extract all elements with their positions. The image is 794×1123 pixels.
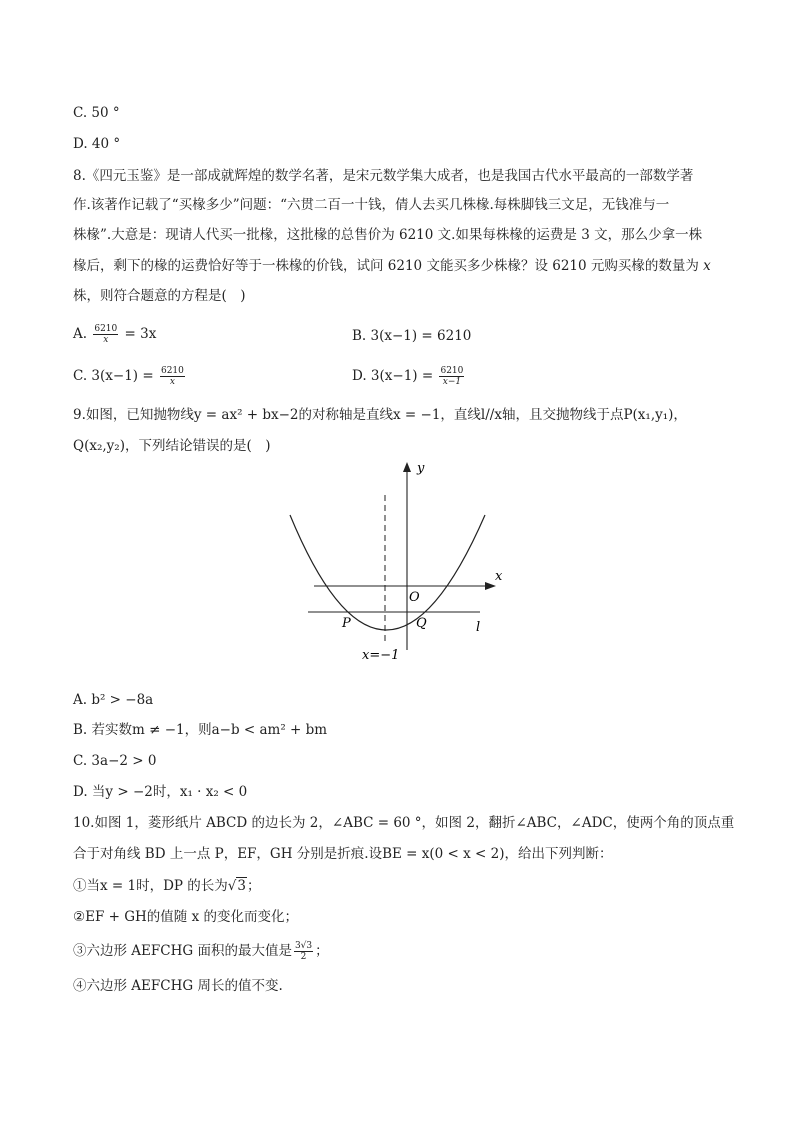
y-axis-label: y <box>417 461 425 476</box>
fraction-denominator: x−1 <box>442 377 462 387</box>
fraction-numerator: 6210 <box>160 366 184 376</box>
q10-judgment-1 <box>73 876 261 896</box>
q9-option-d: D. 当y > −2时，x₁ · x₂ < 0 <box>73 784 248 800</box>
q8-stem-line-4-text: 椽后，剩下的椽的运费恰好等于一株椽的价钱，试问 6210 文能买多少株椽？设 6210 元购买椽的数量为 <box>73 258 704 274</box>
point-p-label: P <box>342 616 351 631</box>
q8-option-c-fraction <box>160 366 185 387</box>
q8-option-b: B. 3(x−1) = 6210 <box>352 328 472 344</box>
q10-judgment-3 <box>73 941 329 962</box>
q8-option-a-label: A. <box>73 326 88 342</box>
fraction-numerator: 6210 <box>94 324 118 334</box>
q9-option-b: B. 若实数m ≠ −1，则a−b < am² + bm <box>73 722 328 738</box>
q10-stem-line-2: 合于对角线 BD 上一点 P，EF，GH 分别是折痕.设BE = x(0 < x < 2)，给出下列判断： <box>73 846 613 862</box>
y-axis-arrow <box>403 462 411 472</box>
q8-option-d-fraction <box>439 366 464 387</box>
fraction-denominator: x <box>103 335 109 345</box>
q8-option-c-lhs: C. 3(x−1) = <box>73 368 158 384</box>
q10-judgment-2: ②EF + GH的值随 x 的变化而变化； <box>73 909 298 925</box>
q8-stem-line-2: 作.该著作记载了“买椽多少”问题：“六贯二百一十钱，倩人去买几株椽.每株脚钱三文足，无钱准与一 <box>73 197 670 213</box>
q8-stem-line-5: 株，则符合题意的方程是( ) <box>73 288 246 304</box>
q7-option-d: D. 40 ° <box>73 136 121 152</box>
q10-judgment-1-text: ①当x = 1时，DP 的长为 <box>73 878 228 894</box>
x-axis-label: x <box>495 569 503 584</box>
fraction-numerator: 6210 <box>440 366 464 376</box>
q10-judgment-1-end: ； <box>247 878 261 894</box>
parabola-curve <box>290 515 485 630</box>
line-l-label: l <box>476 620 481 635</box>
q9-option-a: A. b² > −8a <box>73 692 154 708</box>
symmetry-axis-label: x=−1 <box>362 648 400 663</box>
sqrt-radicand: 3 <box>237 878 246 894</box>
q8-stem-line-1: 8.《四元玉鉴》是一部成就辉煌的数学名著，是宋元数学集大成者，也是我国古代水平最高的一部数学著 <box>73 168 694 184</box>
q9-stem-line-1: 9.如图，已知抛物线y = ax² + bx−2的对称轴是直线x = −1，直线l//x轴，且交抛物线于点P(x₁,y₁)， <box>73 407 687 423</box>
fraction-denominator: x <box>169 377 175 387</box>
fraction-denominator: 2 <box>300 952 307 962</box>
q10-judgment-3-fraction <box>294 941 313 962</box>
point-q-label: Q <box>416 616 427 631</box>
q9-stem-line-2: Q(x₂,y₂)，下列结论错误的是( ) <box>73 438 271 454</box>
q8-option-a <box>73 324 156 345</box>
q8-option-d-lhs: D. 3(x−1) = <box>352 368 438 384</box>
q8-variable: x <box>703 258 711 274</box>
q8-stem-line-3: 株椽”.大意是：现请人代买一批椽，这批椽的总售价为 6210 文.如果每株椽的运费是 3 文，那么少拿一株 <box>73 227 703 243</box>
q8-option-a-rhs: = 3x <box>120 326 157 342</box>
q10-stem-line-1: 10.如图 1，菱形纸片 ABCD 的边长为 2，∠ABC = 60 °，如图 2，翻折∠ABC，∠ADC，使两个角的顶点重 <box>73 815 735 831</box>
q10-judgment-4: ④六边形 AEFCHG 周长的值不变. <box>73 978 283 994</box>
q8-option-d <box>352 366 466 387</box>
q9-option-c: C. 3a−2 > 0 <box>73 753 157 769</box>
origin-label: O <box>409 590 420 605</box>
parabola-figure <box>270 455 510 670</box>
q7-option-c: C. 50 ° <box>73 105 120 121</box>
sqrt-symbol: √ <box>227 878 237 894</box>
fraction-numerator: 3√3 <box>294 941 313 951</box>
q8-option-a-fraction <box>93 324 118 345</box>
q8-option-c <box>73 366 187 387</box>
q10-judgment-3-text: ③六边形 AEFCHG 面积的最大值是 <box>73 943 292 959</box>
q8-stem-line-4 <box>73 256 711 276</box>
q10-judgment-3-end: ； <box>315 943 329 959</box>
